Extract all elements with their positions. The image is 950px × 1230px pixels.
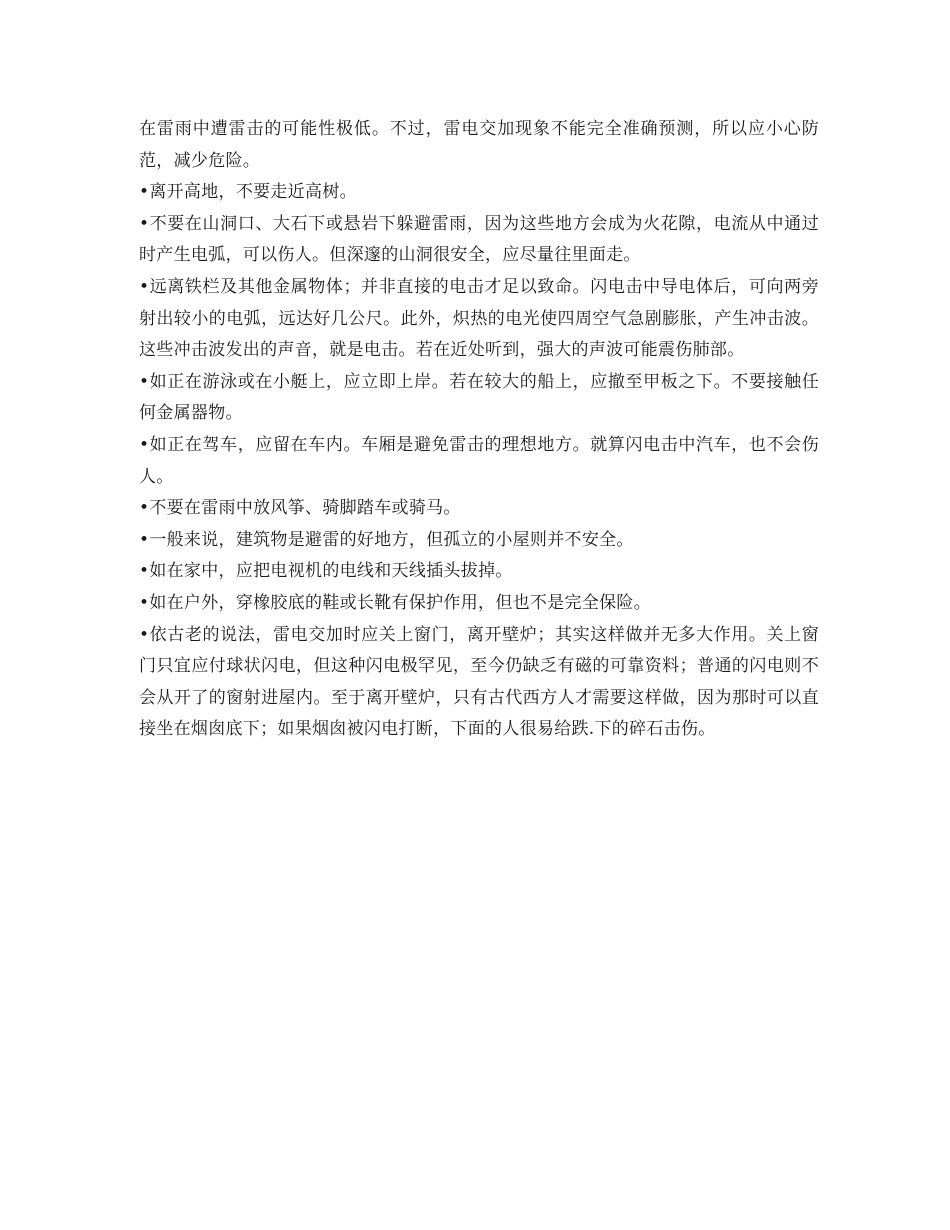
bullet-item-at-home: •如在家中，应把电视机的电线和天线插头拔掉。 bbox=[139, 561, 513, 582]
bullet-item-high-ground: •离开高地，不要走近高树。 bbox=[139, 182, 357, 203]
paragraph-intro: 在雷雨中遭雷击的可能性极低。不过，雷电交加现象不能完全准确预测，所以应小心防范，减少危险。 bbox=[139, 119, 819, 171]
document-body bbox=[139, 114, 819, 746]
bullet-item-buildings: •一般来说，建筑物是避雷的好地方，但孤立的小屋则并不安全。 bbox=[139, 529, 634, 550]
bullet-item-swimming-boat: •如正在游泳或在小艇上，应立即上岸。若在较大的船上，应撤至甲板之下。不要接触任何金属器物。 bbox=[139, 371, 819, 424]
bullet-item-old-sayings: •依古老的说法，雷电交加时应关上窗门，离开壁炉；其实这样做并无多大作用。关上窗门只宜应付球状闪电，但这种闪电极罕见，至今仍缺乏有磁的可靠资料；普通的闪电则不会从开了的窗射进屋内。至于离开壁炉，只有古代西方人才需要这样做，因为那时可以直接坐在烟囱底下；如果烟囱被闪电打断，下面的人很易给跌.下的碎石击伤。 bbox=[139, 624, 819, 740]
bullet-item-kites-bikes: •不要在雷雨中放风筝、骑脚踏车或骑马。 bbox=[139, 498, 461, 519]
bullet-item-metal-objects: •远离铁栏及其他金属物体；并非直接的电击才足以致命。闪电击中导电体后，可向两旁射出较小的电弧，远达好几公尺。此外，炽热的电光使四周空气急剧膨胀，产生冲击波。这些冲击波发出的声音，就是电击。若在近处听到，强大的声波可能震伤肺部。 bbox=[139, 276, 819, 361]
bullet-item-caves-rocks: •不要在山洞口、大石下或悬岩下躲避雷雨，因为这些地方会成为火花隙，电流从中通过时产生电弧，可以伤人。但深邃的山洞很安全，应尽量往里面走。 bbox=[139, 213, 819, 266]
bullet-item-outdoors-shoes: •如在户外，穿橡胶底的鞋或长靴有保护作用，但也不是完全保险。 bbox=[139, 592, 652, 613]
bullet-item-driving: •如正在驾车，应留在车内。车厢是避免雷击的理想地方。就算闪电击中汽车，也不会伤人。 bbox=[139, 434, 819, 487]
